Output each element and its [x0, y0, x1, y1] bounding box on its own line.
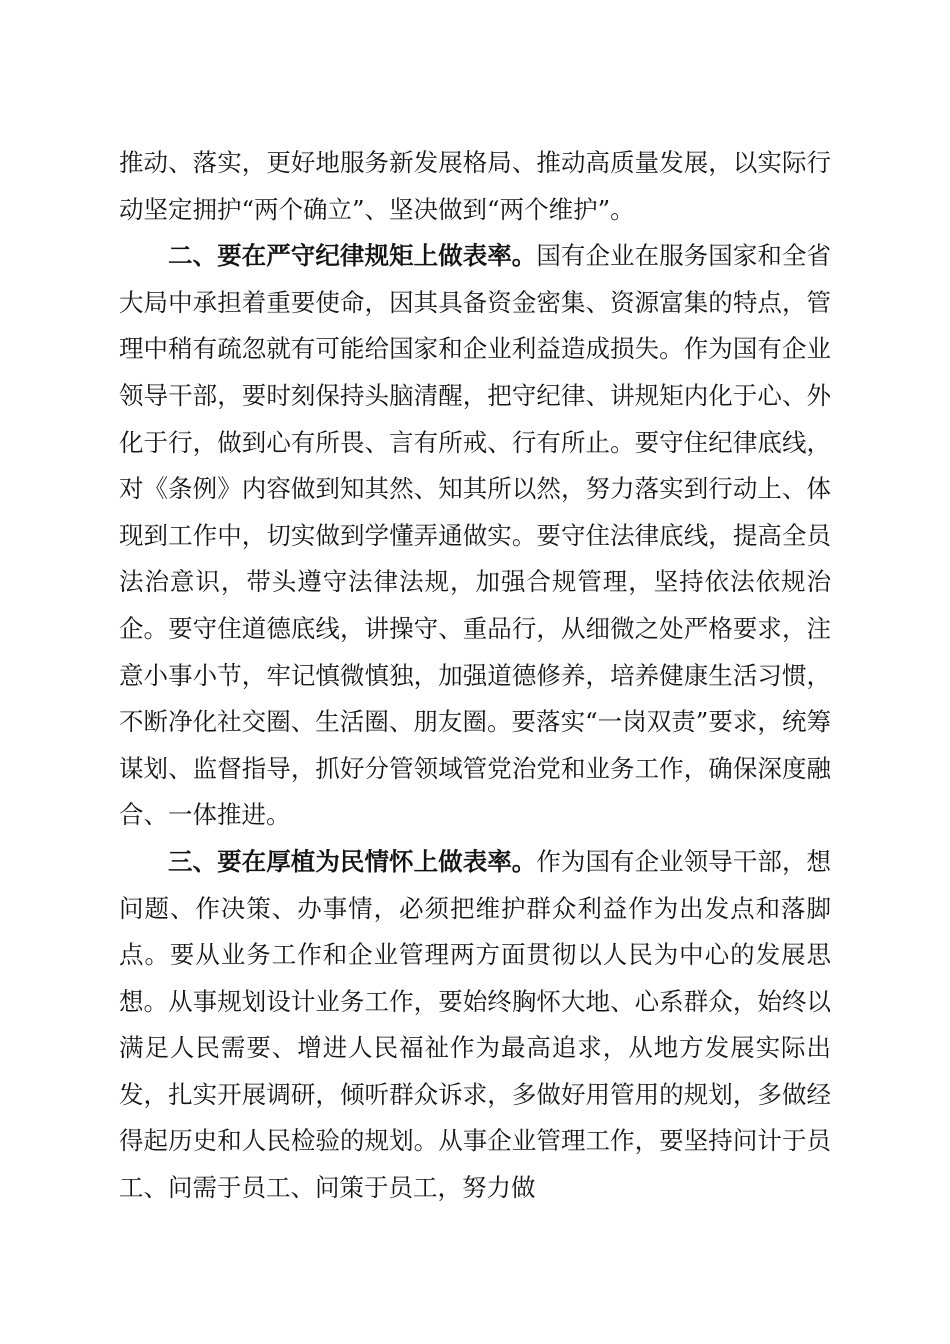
paragraph-section-two — [119, 233, 831, 839]
paragraph-section-three — [119, 839, 831, 1212]
paragraph-continuation — [119, 140, 831, 233]
section-two-heading: 二、要在严守纪律规矩上做表率。 — [168, 241, 537, 271]
section-two-body: 国有企业在服务国家和全省大局中承担着重要使命，因其具备资金密集、资源富集的特点，管理中稍有疏忽就有可能给国家和企业利益造成损失。作为国有企业领导干部，要时刻保持头脑清醒，把守纪律、讲规矩内化于心、外化于行，做到心有所畏、言有所戒、行有所止。要守住纪律底线，对《条例》内容做到知其然、知其所以然，努力落实到行动上、体现到工作中，切实做到学懂弄通做实。要守住法律底线，提高全员法治意识，带头遵守法律法规，加强合规管理，坚持依法依规治企。要守住道德底线，讲操守、重品行，从细微之处严格要求，注意小事小节，牢记慎微慎独，加强道德修养，培养健康生活习惯，不断净化社交圈、生活圈、朋友圈。要落实“一岗双责”要求，统筹谋划、监督指导，抓好分管领域管党治党和业务工作，确保深度融合、一体推进。 — [119, 241, 832, 830]
document-body — [119, 140, 831, 1212]
paragraph-continuation-text: 推动、落实，更好地服务新发展格局、推动高质量发展，以实际行动坚定拥护“两个确立”、坚决做到“两个维护”。 — [119, 148, 831, 224]
section-three-heading: 三、要在厚植为民情怀上做表率。 — [168, 846, 537, 876]
section-three-body: 作为国有企业领导干部，想问题、作决策、办事情，必须把维护群众利益作为出发点和落脚点。要从业务工作和企业管理两方面贯彻以人民为中心的发展思想。从事规划设计业务工作，要始终胸怀大地、心系群众，始终以满足人民需要、增进人民福祉作为最高追求，从地方发展实际出发，扎实开展调研，倾听群众诉求，多做好用管用的规划，多做经得起历史和人民检验的规划。从事企业管理工作，要坚持问计于员工、问需于员工、问策于员工，努力做 — [119, 846, 832, 1203]
